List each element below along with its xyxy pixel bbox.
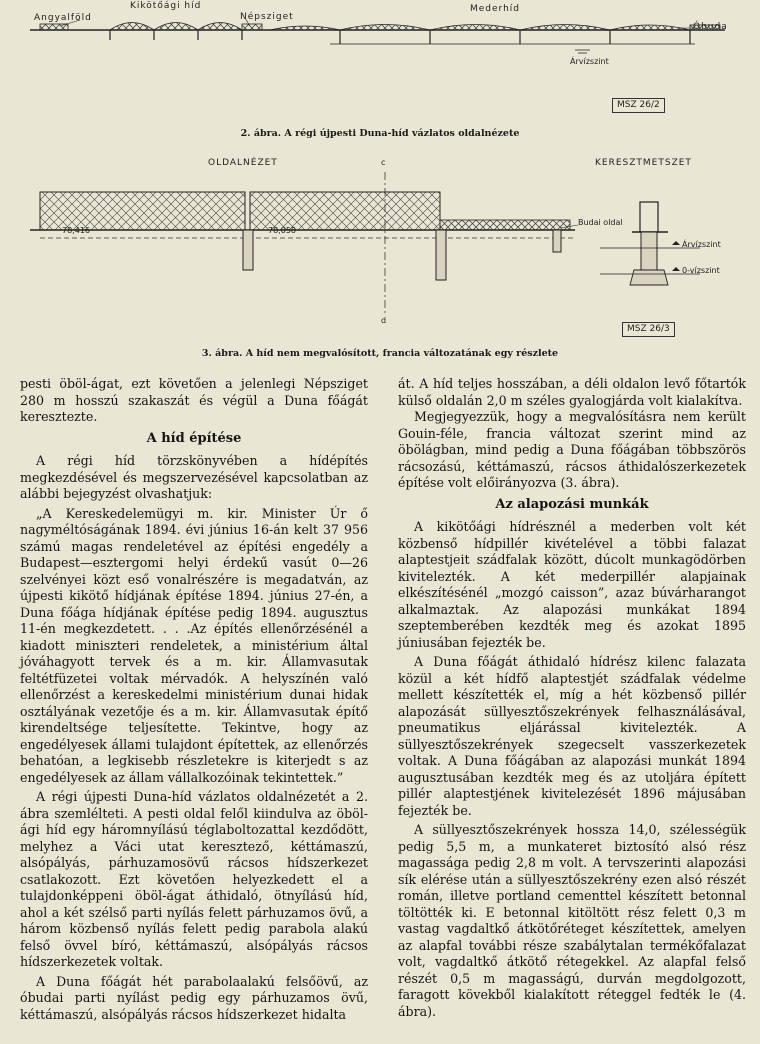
label-obuda: Óbuda bbox=[693, 22, 728, 32]
paragraph: A Duna főágát hét parabolaalakú felsőövű, az óbudai parti nyílást pedig egy párhuzamos övű, kéttámaszú, alsópályás rácsos hídszerkezet hidalta bbox=[20, 973, 368, 1022]
paragraph: A kikötőági hídrésznél a mederben volt két közbenső hídpillér kivételével a többi falazat alaptestjeit szádfalak között, dúcolt munkagödörben kivitelezték. A két mederpillér alapjainak elkészítésénél „mozgó caisson”, azaz búvárharangot alkalmaztak. Az alapozási munkákat 1894 szeptemberében kezdték meg és azokat 1895 júniusában fejezték be. bbox=[398, 519, 746, 650]
paragraph: át. A híd teljes hosszában, a déli oldalon levő főtartók külső oldalán 2,0 m széles gyalogjárda volt kialakítva. bbox=[398, 376, 746, 408]
stamp-msz-26-3: MSZ 26/3 bbox=[622, 322, 675, 337]
label-angyalfold: Angyalföld bbox=[34, 13, 92, 23]
figure-2-caption: 2. ábra. A régi újpesti Duna-híd vázlatos oldalnézete bbox=[240, 128, 520, 139]
label-kikotoagi-hid: Kikötőági híd bbox=[130, 1, 202, 11]
label-section-c: c bbox=[381, 158, 386, 167]
paragraph: Megjegyezzük, hogy a megvalósításra nem került Gouin-féle, francia változat szerint mind az öbölágban, mind pedig a Duna főágában többszörös rácsozású, kéttámaszú, rácsos áthidalószerkezetek építése volt előirányozva (3. ábra). bbox=[398, 409, 746, 490]
paragraph: A régi híd törzskönyvében a hídépítés megkezdésével és megszervezésével kapcsolatban az alábbi bejegyzést olvashatjuk: bbox=[20, 453, 368, 501]
label-elevation-78058: 78,058 bbox=[268, 226, 296, 235]
label-nepsziget: Népsziget bbox=[240, 12, 294, 22]
label-keresztmetszet: KERESZTMETSZET bbox=[595, 158, 692, 168]
label-elevation-78416: 78,416 bbox=[62, 226, 90, 235]
label-section-d: d bbox=[381, 316, 387, 325]
figure-3-caption: 3. ábra. A híd nem megvalósított, francia változatának egy részlete bbox=[201, 348, 559, 359]
label-budai-oldal: Budai oldal bbox=[578, 218, 623, 227]
left-column bbox=[20, 376, 368, 1023]
section-heading-alapozasi-munkak: Az alapozási munkák bbox=[495, 496, 649, 512]
label-mederhid: Mederhíd bbox=[470, 4, 521, 14]
section-heading-hid-epitese: A híd építése bbox=[146, 430, 242, 446]
stamp-msz-26-2: MSZ 26/2 bbox=[612, 98, 665, 113]
paragraph: A régi újpesti Duna-híd vázlatos oldalnézetét a 2. ábra szemlélteti. A pesti oldal felől kiindulva az öböl-ági híd egy háromnyílású téglaboltozattal kezdődött, melyhez a Váci utat keresztező, kéttámaszú, alsópályás, párhuzamosövű rácsos hídszerkezet csatlakozott. Ezt követően helyezkedett el a tulajdonképpeni öböl-ágat áthidaló, ötnyílású híd, ahol a két szélső parti nyílás felett párhuzamos övű, a három közbenső nyílás felett pedig parabola alakú felső övvel bíró, kéttámaszú, alsópályás rácsos hídszerkezetek voltak. bbox=[20, 789, 368, 969]
paragraph: A süllyesztőszekrények hossza 14,0, szélességük pedig 5,5 m, a munkateret biztosító alsó rész magassága pedig 2,8 m volt. A tervszerinti alapozási sík elérése után a süllyesztőszekrény ezen alsó részét román, illetve portland cementtel készített betonnal töltötték ki. E betonnal kitöltött rész felett 0,3 m vastag vagdaltkő átkötőréteget készítettek, amelyen az alapfal további része szabálytalan termékőfalazat volt, vagdaltkő átkötő rétegekkel. Az alapfal felső részét 0,5 m magasságú, durván megdolgozott, faragott kövekből kialakított réteggel fedték le (4. ábra). bbox=[398, 822, 746, 1019]
label-arvizszint-3: Árvízszint bbox=[682, 240, 721, 249]
bridge-elevation-drawing bbox=[0, 0, 760, 110]
quote-paragraph: „A Kereskedelemügyi m. kir. Minister Úr ő nagyméltóságának 1894. évi június 16-án kelt 37 956 számú magas rendeletével az építési engedély a Budapest—esztergomi helyi érdekű vasút 0—26 szelvényei közt eső vonalrészére is megadatván, az újpesti kikötő hídjának építése 1894. június 27-én, a Duna főága hídjának építése pedig 1894. augusztus 11-én megkezdetett. . . .Az építés ellenőrzésénél a kiadott miniszteri rendeletek, a ministérium által jóváhagyott tervek és a m. kir. Államvasutak feltétfüzetei voltak mérvadók. A helyszínén való ellenőrzést a kereskedelmi ministérium dunai hidak osztályának vezetője és a m. kir. Államvasutak építő kirendeltsége teljesítette. Tekintve, hogy az engedélyesek állami tulajdont építettek, az ellenőrzés behatóan, a legkisebb részletekre is kiterjedt s az engedélyesek az állam vállalkozóinak tekintettek.” bbox=[20, 505, 368, 785]
right-column bbox=[398, 376, 746, 1020]
label-oldalnezet: OLDALNÉZET bbox=[208, 158, 278, 168]
label-o-vizszint: 0-vízszint bbox=[682, 266, 720, 275]
paragraph: A Duna főágát áthidaló hídrész kilenc falazata közül a két hídfő alaptestjét szádfalak védelme mellett készítették el, míg a hét közbenső pillér alapozását süllyesztőszekrények felhasználásával, pneumatikus eljárással kivitelezték. A süllyesztőszekrények szegecselt vasszerkezetek voltak. A Duna főágában az alapozási munkát 1894 augusztusában kezdték meg és az utoljára épített pillér alaptestjének kivitelezését 1896 májusában fejezték be. bbox=[398, 654, 746, 818]
label-arvizszint: Árvízszint bbox=[570, 57, 609, 66]
french-variant-drawing bbox=[0, 150, 760, 350]
paragraph: pesti öböl-ágat, ezt követően a jelenlegi Népsziget 280 m hosszú szakaszát és végül a Duna főágát keresztezte. bbox=[20, 376, 368, 424]
